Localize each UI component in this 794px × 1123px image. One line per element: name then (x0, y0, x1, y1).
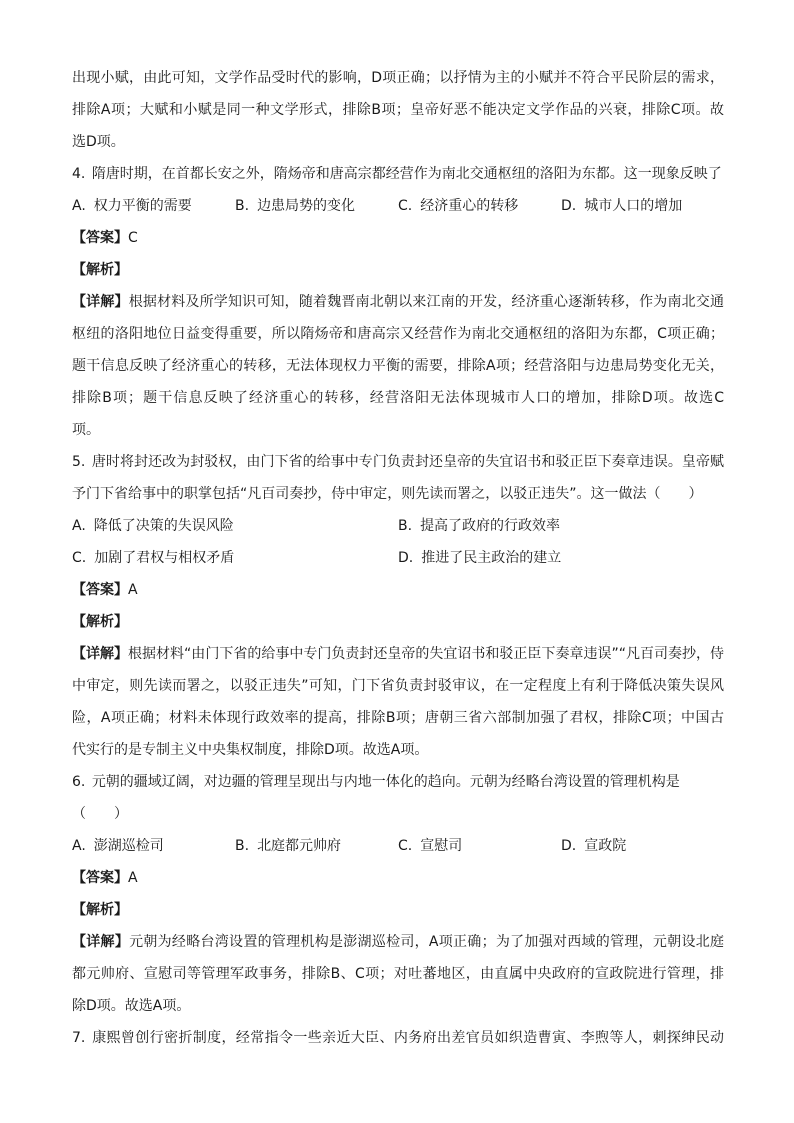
detail-tag: 【详解】 (72, 646, 129, 662)
analysis-tag: 【解析】 (72, 614, 128, 630)
answer-value: C (128, 230, 138, 246)
question-6 (72, 766, 724, 1022)
option-b: B. 北庭都元帅府 (235, 838, 342, 854)
answer-value: A (128, 870, 138, 886)
answer-line (72, 222, 724, 254)
document-page (72, 62, 724, 1054)
question-stem-line: 5. 唐时将封还改为封驳权，由门下省的给事中专门负责封还皇帝的失宜诏书和驳正臣下奏章违误。皇帝赋 (72, 454, 724, 470)
option-c: C. 加剧了君权与相权矛盾 (72, 550, 235, 566)
detail-line: 项。 (72, 422, 100, 438)
answer-tag: 【答案】 (72, 870, 128, 886)
previous-answer-tail (72, 62, 724, 158)
detail-line: 【详解】元朝为经略台湾设置的管理机构是澎湖巡检司，A项正确；为了加强对西域的管理，元朝设北庭 (72, 934, 724, 950)
detail-tag: 【详解】 (72, 294, 129, 310)
detail-line: 险，A项正确；材料未体现行政效率的提高，排除B项；唐朝三省六部制加强了君权，排除C项；中国古 (72, 710, 724, 726)
option-row (72, 830, 724, 862)
option-a: A. 权力平衡的需要 (72, 198, 192, 214)
question-number: 6. (72, 774, 86, 790)
analysis-line (72, 606, 724, 638)
question-4 (72, 158, 724, 446)
option-row (72, 542, 724, 574)
detail-tag: 【详解】 (72, 934, 130, 950)
option-d: D. 推进了民主政治的建立 (398, 550, 562, 566)
question-stem-line: 予门下省给事中的职掌包括“凡百司奏抄，侍中审定，则先读而署之，以驳正违失”。这一做法（ ） (72, 486, 703, 502)
answer-tag: 【答案】 (72, 230, 128, 246)
question-5 (72, 446, 724, 766)
question-stem-line: （ ） (72, 806, 128, 822)
question-number: 5. (72, 454, 86, 470)
question-number: 7. (72, 1030, 86, 1046)
option-a: A. 澎湖巡检司 (72, 838, 164, 854)
analysis-tag: 【解析】 (72, 262, 128, 278)
option-b: B. 边患局势的变化 (235, 198, 356, 214)
option-row (72, 190, 724, 222)
detail-line: 枢纽的洛阳地位日益变得重要，所以隋炀帝和唐高宗又经营作为南北交通枢纽的洛阳为东都，C项正确； (72, 326, 724, 342)
answer-value: A (128, 582, 138, 598)
answer-line (72, 574, 724, 606)
question-number: 4. (72, 166, 86, 182)
detail-line: 【详解】根据材料及所学知识可知，随着魏晋南北朝以来江南的开发，经济重心逐渐转移，作为南北交通 (72, 294, 724, 310)
detail-line: 【详解】根据材料“由门下省的给事中专门负责封还皇帝的失宜诏书和驳正臣下奏章违误”“凡百司奏抄，侍 (72, 646, 724, 662)
analysis-tag: 【解析】 (72, 902, 128, 918)
paragraph-line: 选D项。 (72, 134, 125, 150)
option-d: D. 城市人口的增加 (561, 198, 683, 214)
detail-line: 都元帅府、宣慰司等管理军政事务，排除B、C项；对吐蕃地区，由直属中央政府的宣政院进行管理，排 (72, 966, 724, 982)
detail-line: 中审定，则先读而署之，以驳正违失”可知，门下省负责封驳审议，在一定程度上有利于降低决策失误风 (72, 678, 724, 694)
detail-line: 代实行的是专制主义中央集权制度，排除D项。故选A项。 (72, 742, 429, 758)
detail-line: 除D项。故选A项。 (72, 998, 191, 1014)
option-b: B. 提高了政府的行政效率 (398, 518, 561, 534)
option-c: C. 经济重心的转移 (398, 198, 519, 214)
paragraph-line: 出现小赋，由此可知，文学作品受时代的影响，D项正确；以抒情为主的小赋并不符合平民阶层的需求， (72, 70, 724, 86)
detail-line: 题干信息反映了经济重心的转移，无法体现权力平衡的需要，排除A项；经营洛阳与边患局势变化无关， (72, 358, 724, 374)
answer-tag: 【答案】 (72, 582, 128, 598)
question-stem-line: 7. 康熙曾创行密折制度，经常指令一些亲近大臣、内务府出差官员如织造曹寅、李煦等人，刺探绅民动 (72, 1030, 724, 1046)
option-a: A. 降低了决策的失误风险 (72, 518, 234, 534)
question-stem-line: 4. 隋唐时期，在首都长安之外，隋炀帝和唐高宗都经营作为南北交通枢纽的洛阳为东都。这一现象反映了 (72, 166, 722, 182)
analysis-line (72, 894, 724, 926)
option-row (72, 510, 724, 542)
answer-line (72, 862, 724, 894)
option-d: D. 宣政院 (561, 838, 627, 854)
analysis-line (72, 254, 724, 286)
question-stem-line: 6. 元朝的疆域辽阔，对边疆的管理呈现出与内地一体化的趋向。元朝为经略台湾设置的管理机构是 (72, 774, 680, 790)
question-7 (72, 1022, 724, 1054)
paragraph-line: 排除A项；大赋和小赋是同一种文学形式，排除B项；皇帝好恶不能决定文学作品的兴衰，排除C项。故 (72, 102, 724, 118)
option-c: C. 宣慰司 (398, 838, 463, 854)
detail-line: 排除B项；题干信息反映了经济重心的转移，经营洛阳无法体现城市人口的增加，排除D项。故选C (72, 390, 724, 406)
